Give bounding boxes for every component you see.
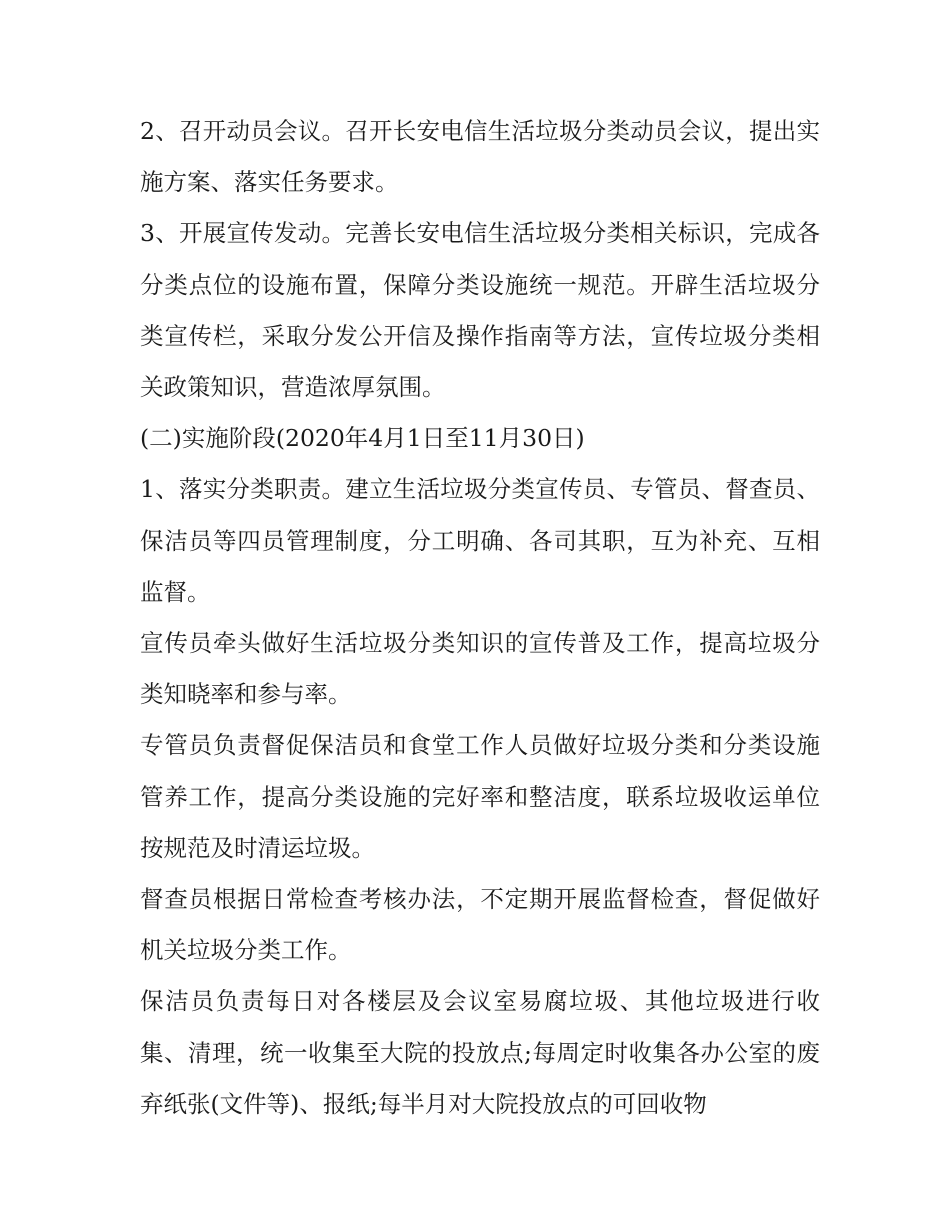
paragraph-mobilization-meeting: 2、召开动员会议。召开长安电信生活垃圾分类动员会议，提出实施方案、落实任务要求。	[140, 117, 820, 197]
section-heading-implementation-stage: (二)实施阶段(2020年4月1日至11月30日)	[140, 424, 585, 453]
paragraph-publicist-role: 宣传员牵头做好生活垃圾分类知识的宣传普及工作，提高垃圾分类知晓率和参与率。	[140, 629, 820, 709]
paragraph-classification-duties: 1、落实分类职责。建立生活垃圾分类宣传员、专管员、督查员、保洁员等四员管理制度，分工明确、各司其职，互为补充、互相监督。	[140, 475, 820, 606]
paragraph-publicity: 3、开展宣传发动。完善长安电信生活垃圾分类相关标识，完成各分类点位的设施布置，保障分类设施统一规范。开辟生活垃圾分类宣传栏，采取分发公开信及操作指南等方法，宣传垃圾分类相关政策知识，营造浓厚氛围。	[140, 219, 820, 402]
document-body	[140, 106, 820, 1130]
paragraph-manager-role: 专管员负责督促保洁员和食堂工作人员做好垃圾分类和分类设施管养工作，提高分类设施的完好率和整洁度，联系垃圾收运单位按规范及时清运垃圾。	[140, 731, 820, 862]
paragraph-cleaner-role: 保洁员负责每日对各楼层及会议室易腐垃圾、其他垃圾进行收集、清理，统一收集至大院的投放点;每周定时收集各办公室的废弃纸张(文件等)、报纸;每半月对大院投放点的可回收物	[140, 987, 820, 1118]
paragraph-inspector-role: 督查员根据日常检查考核办法，不定期开展监督检查，督促做好机关垃圾分类工作。	[140, 885, 820, 965]
